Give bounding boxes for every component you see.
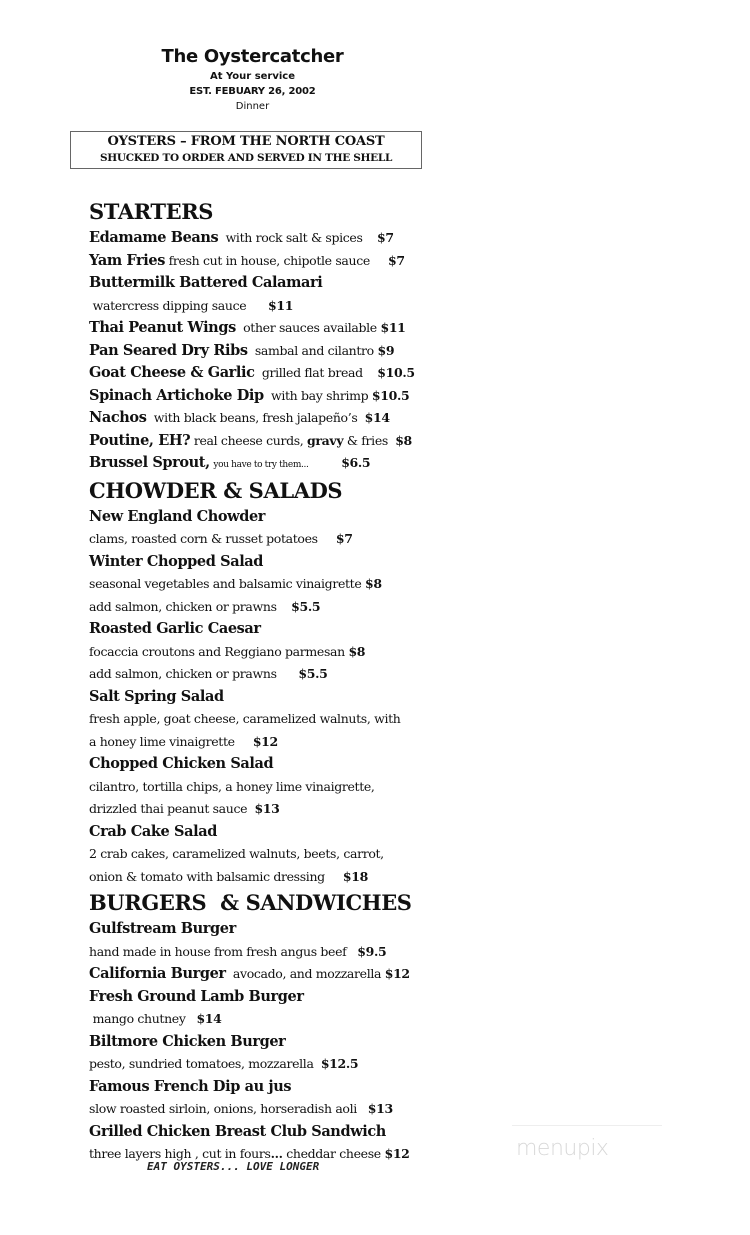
item-price: $12 [384, 1146, 410, 1161]
menu-item [89, 340, 489, 363]
restaurant-name: The Oystercatcher [161, 46, 344, 67]
item-desc: you have to try them... [213, 460, 309, 470]
item-name: Famous French Dip au jus [89, 1077, 292, 1095]
item-name: Salt Spring Salad [89, 687, 224, 705]
item-desc: clams, roasted corn & russet potatoes [89, 531, 318, 546]
item-name: New England Chowder [89, 507, 266, 525]
menu-item [89, 986, 489, 1009]
menu-item-detail [89, 843, 489, 866]
item-price: $7 [388, 252, 405, 268]
item-name: Nachos [89, 409, 147, 426]
menu-item [89, 686, 489, 709]
menu-item [89, 362, 489, 385]
item-price: $6.5 [341, 455, 371, 470]
item-name: Pan Seared Dry Ribs [89, 341, 248, 359]
item-price: $7 [377, 230, 394, 245]
menu-item [89, 407, 489, 430]
item-desc: mango chutney [92, 1011, 186, 1026]
item-price: $14 [196, 1011, 222, 1026]
menu-item [89, 918, 489, 941]
item-price: $11 [268, 297, 294, 313]
meal-label: Dinner [235, 101, 270, 112]
menu-item [89, 551, 489, 574]
section-starters [89, 197, 489, 477]
item-desc: avocado, and mozzarella [232, 966, 382, 981]
menu-item [89, 317, 489, 340]
menu-item-addon [89, 596, 489, 619]
item-price: $13 [367, 1101, 393, 1116]
menu-body [89, 197, 489, 1166]
item-desc: fresh cut in house, chipotle sauce [168, 252, 370, 268]
item-desc-cont: , fresh jalapeño’s [255, 410, 358, 425]
menu-item-detail [89, 708, 489, 731]
item-desc-bold: ... [270, 1146, 283, 1161]
item-desc-cont: cheddar cheese [286, 1146, 381, 1161]
item-price: $12 [384, 966, 410, 981]
item-price: $8 [395, 432, 412, 448]
menu-item [89, 963, 489, 986]
addon-desc: add salmon, chicken or prawns [89, 598, 277, 614]
item-desc: focaccia croutons and Reggiano parmesan [89, 643, 345, 659]
item-price: $12 [252, 733, 278, 749]
item-name: Crab Cake Salad [89, 822, 217, 840]
menu-item [89, 506, 489, 529]
item-price: $10.5 [371, 387, 410, 403]
menu-item [89, 618, 489, 641]
item-name: Biltmore Chicken Burger [89, 1032, 286, 1050]
section-title: STARTERS [89, 199, 214, 224]
item-price: $9.5 [357, 943, 387, 959]
menu-item-detail [89, 1098, 489, 1121]
menu-item [89, 452, 489, 477]
item-desc-cont: & fries [346, 432, 388, 448]
item-desc: hand made in house from fresh angus beef [89, 943, 347, 959]
item-price: $10.5 [377, 365, 415, 380]
item-name: Spinach Artichoke Dip [89, 386, 264, 404]
item-price: $8 [348, 643, 366, 659]
item-desc: slow roasted sirloin, onions, horseradish aoli [89, 1101, 357, 1116]
menu-item [89, 1031, 489, 1054]
item-desc-bold: gravy [307, 432, 344, 448]
menu-item-detail [89, 528, 489, 551]
item-price: $18 [342, 868, 368, 884]
item-desc: three layers high , cut in fours [89, 1146, 271, 1161]
item-desc: watercress dipping sauce [92, 297, 247, 313]
item-desc: onion & tomato with balsamic dressing [89, 868, 325, 884]
item-desc: drizzled thai peanut sauce [89, 801, 248, 816]
menu-item-detail [89, 866, 489, 889]
item-price: $8 [365, 576, 382, 591]
item-name: Yam Fries [89, 251, 165, 269]
item-name: Brussel Sprout, [89, 454, 210, 471]
item-name: Fresh Ground Lamb Burger [89, 987, 304, 1005]
item-desc: a honey lime vinaigrette [89, 733, 235, 749]
item-price: $13 [254, 801, 280, 816]
item-desc: seasonal vegetables and balsamic vinaigrette [89, 576, 362, 591]
menu-item [89, 1121, 489, 1144]
item-desc: fresh apple, goat cheese, caramelized walnuts, with [89, 711, 401, 726]
item-price: $12.5 [320, 1056, 359, 1071]
item-name: Chopped Chicken Salad [89, 755, 274, 772]
item-name: California Burger [89, 965, 226, 982]
menu-item-detail [89, 641, 489, 664]
item-name: Buttermilk Battered Calamari [89, 274, 323, 291]
menu-item [89, 385, 489, 408]
menu-item [89, 227, 489, 250]
item-desc: with bay shrimp [271, 387, 369, 403]
tagline: At Your service [209, 71, 296, 82]
menu-item [89, 753, 489, 776]
item-price: $7 [335, 531, 353, 546]
item-desc: with black beans [153, 410, 256, 425]
menu-item-detail [89, 776, 489, 799]
menu-item [89, 1076, 489, 1099]
item-name: Grilled Chicken Breast Club Sandwich [89, 1122, 386, 1140]
menu-item-detail [89, 731, 489, 754]
item-name: Winter Chopped Salad [89, 552, 264, 570]
menu-item-detail [89, 1008, 489, 1031]
oyster-banner-title: OYSTERS – FROM THE NORTH COAST [107, 134, 385, 149]
menu-item [89, 250, 489, 273]
item-name: Edamame Beans [89, 229, 219, 246]
established-date: EST. FEBUARY 26, 2002 [189, 86, 316, 97]
section-chowder-salads [89, 476, 489, 889]
menu-item [89, 430, 489, 453]
item-desc: real cheese curds, [193, 432, 304, 448]
section-title: BURGERS & SANDWICHES [89, 890, 412, 915]
oyster-banner [70, 131, 422, 169]
item-desc: grilled flat bread [261, 365, 363, 380]
item-desc: with rock salt & spices [225, 230, 363, 245]
menu-item-detail [89, 295, 489, 318]
item-price: $11 [380, 320, 406, 335]
footer-slogan: EAT OYSTERS... LOVE LONGER [147, 1160, 320, 1173]
addon-desc: add salmon, chicken or prawns [89, 666, 277, 681]
watermark-divider [512, 1125, 662, 1126]
item-name: Goat Cheese & Garlic [89, 364, 255, 381]
item-desc: other sauces available [243, 320, 377, 335]
menu-item-detail [89, 941, 489, 964]
item-price: $14 [364, 410, 390, 425]
item-name: Poutine, EH? [89, 431, 191, 449]
addon-price: $5.5 [298, 666, 328, 681]
addon-price: $5.5 [291, 598, 321, 614]
item-desc: cilantro, tortilla chips, a honey lime vinaigrette, [89, 778, 375, 794]
item-desc: pesto, sundried tomatoes, mozzarella [89, 1056, 314, 1071]
item-desc: 2 crab cakes, caramelized walnuts, beets, carrot, [89, 846, 384, 861]
menu-item-detail [89, 1053, 489, 1076]
item-price: $9 [377, 342, 395, 358]
section-title: CHOWDER & SALADS [89, 477, 343, 503]
section-burgers-sandwiches [89, 888, 489, 1166]
watermark-logo: menupix [516, 1136, 609, 1161]
item-name: Gulfstream Burger [89, 920, 236, 937]
menu-item-detail [89, 798, 489, 821]
item-name: Roasted Garlic Caesar [89, 620, 261, 637]
item-desc: sambal and cilantro [254, 342, 374, 358]
oyster-banner-subtitle: SHUCKED TO ORDER AND SERVED IN THE SHELL [99, 152, 393, 164]
menu-item-detail [89, 573, 489, 596]
item-name: Thai Peanut Wings [89, 319, 236, 336]
menu-item-addon [89, 663, 489, 686]
menu-item [89, 272, 489, 295]
menu-item [89, 821, 489, 844]
